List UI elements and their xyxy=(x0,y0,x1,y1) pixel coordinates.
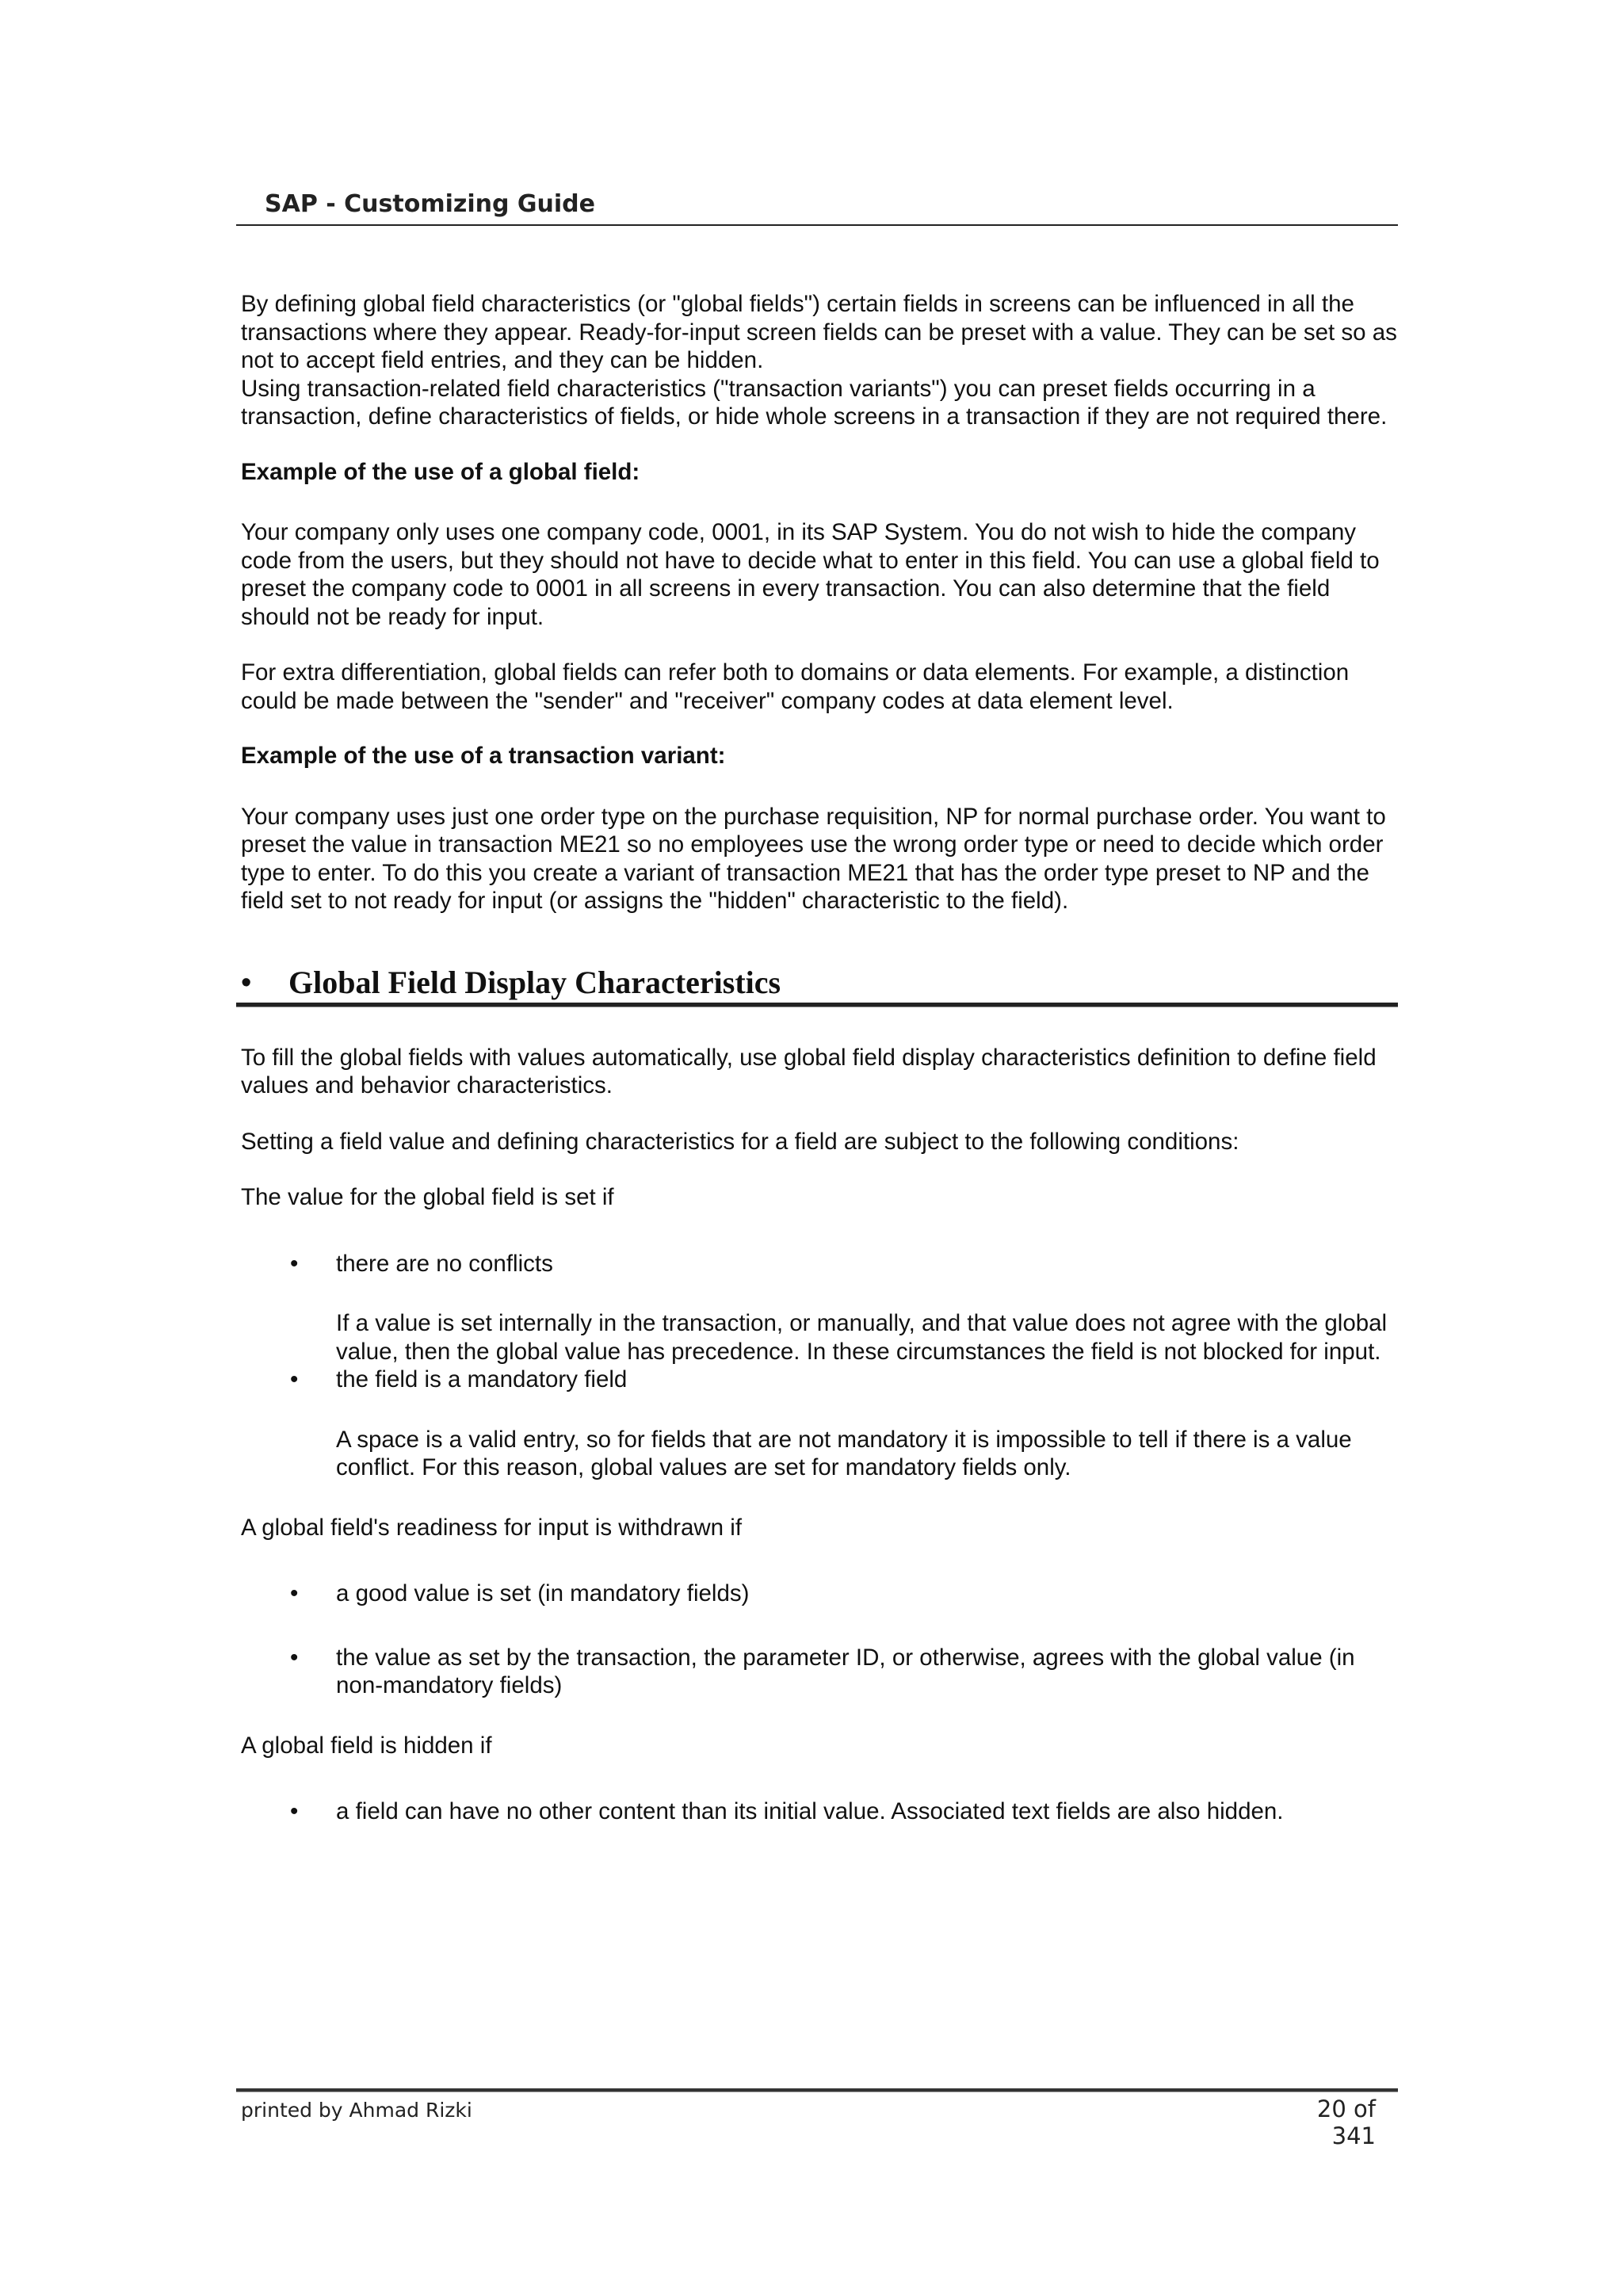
list-item xyxy=(241,1644,1398,1700)
bullet-icon: • xyxy=(290,1798,299,1824)
list-item-label: there are no conflicts xyxy=(336,1250,553,1277)
list-item xyxy=(241,1250,1398,1278)
page-number: 20 of 341 xyxy=(1316,2095,1376,2149)
example-global-paragraph-2: For extra differentiation, global fields can refer both to domains or data elements. For example, a distinction could be made between the "sender" and "receiver" company codes at data element level. xyxy=(241,659,1350,714)
example-global-paragraph-1: Your company only uses one company code, 0001, in its SAP System. You do not wish to hide the company code from the users, but they should not have to decide what to enter in this field. You can use a global field to preset the company code to 0001 in all screens in every transaction. You can also determine that the field should not be ready for input. xyxy=(241,519,1380,630)
section-title: Global Field Display Characteristics xyxy=(288,964,781,1000)
bullet-icon: • xyxy=(290,1366,299,1392)
list-item xyxy=(241,1366,1398,1394)
section-paragraph-2: Setting a field value and defining characteristics for a field are subject to the following conditions: xyxy=(241,1128,1239,1155)
example-variant-heading: Example of the use of a transaction variant: xyxy=(241,743,726,769)
withdrawn-list xyxy=(241,1580,1398,1700)
example-global-heading: Example of the use of a global field: xyxy=(241,458,640,485)
intro-paragraph-2: Using transaction-related field characteristics ("transaction variants") you can preset fields occurring in a transaction, define characteristics of fields, or hide whole screens in a transaction if they are not required there. xyxy=(241,375,1388,430)
list-item-text: a field can have no other content than its initial value. Associated text fields are also hidden. xyxy=(336,1798,1284,1824)
list-item xyxy=(241,1580,1398,1608)
section-rule xyxy=(236,1003,1398,1007)
list-item-text: the value as set by the transaction, the parameter ID, or otherwise, agrees with the global value (in non-mandatory fields) xyxy=(336,1644,1355,1698)
withdrawn-intro: A global field's readiness for input is withdrawn if xyxy=(241,1514,743,1541)
value-set-intro: The value for the global field is set if xyxy=(241,1184,614,1210)
running-header: SAP - Customizing Guide xyxy=(265,190,595,218)
bullet-icon: • xyxy=(290,1644,299,1671)
section-global-field-display xyxy=(241,965,1398,1007)
bullet-icon: • xyxy=(290,1250,299,1277)
section-bullet-icon: • xyxy=(241,965,252,999)
footer-rule xyxy=(236,2088,1398,2092)
value-set-list xyxy=(241,1250,1398,1482)
page-body xyxy=(241,290,1398,1826)
list-item-text: a good value is set (in mandatory fields) xyxy=(336,1580,750,1606)
hidden-intro: A global field is hidden if xyxy=(241,1732,492,1759)
bullet-icon: • xyxy=(290,1580,299,1606)
list-item-detail: If a value is set internally in the transaction, or manually, and that value does not agree with the global value, then the global value has precedence. In these circumstances the field is not blocked for input. xyxy=(336,1310,1388,1365)
example-variant-paragraph: Your company uses just one order type on the purchase requisition, NP for normal purchase order. You want to preset the value in transaction ME21 so no employees use the wrong order type or need to decide which order type to enter. To do this you create a variant of transaction ME21 that has the order type preset to NP and the field set to not ready for input (or assigns the "hidden" characteristic to the field). xyxy=(241,803,1386,914)
header-rule xyxy=(236,224,1398,226)
footer-printed-by: printed by Ahmad Rizki xyxy=(241,2099,472,2122)
hidden-list xyxy=(241,1797,1398,1826)
list-item-detail: A space is a valid entry, so for fields that are not mandatory it is impossible to tell if there is a value conflict. For this reason, global values are set for mandatory fields only. xyxy=(336,1426,1352,1480)
section-paragraph-1: To fill the global fields with values automatically, use global field display characteristics definition to define field values and behavior characteristics. xyxy=(241,1044,1377,1098)
list-item-label: the field is a mandatory field xyxy=(336,1366,628,1392)
list-item xyxy=(241,1797,1398,1826)
intro-paragraph-1: By defining global field characteristics (or "global fields") certain fields in screens can be influenced in all the transactions where they appear. Ready-for-input screen fields can be preset with a value. They can be set so as not to accept field entries, and they can be hidden. xyxy=(241,291,1397,373)
